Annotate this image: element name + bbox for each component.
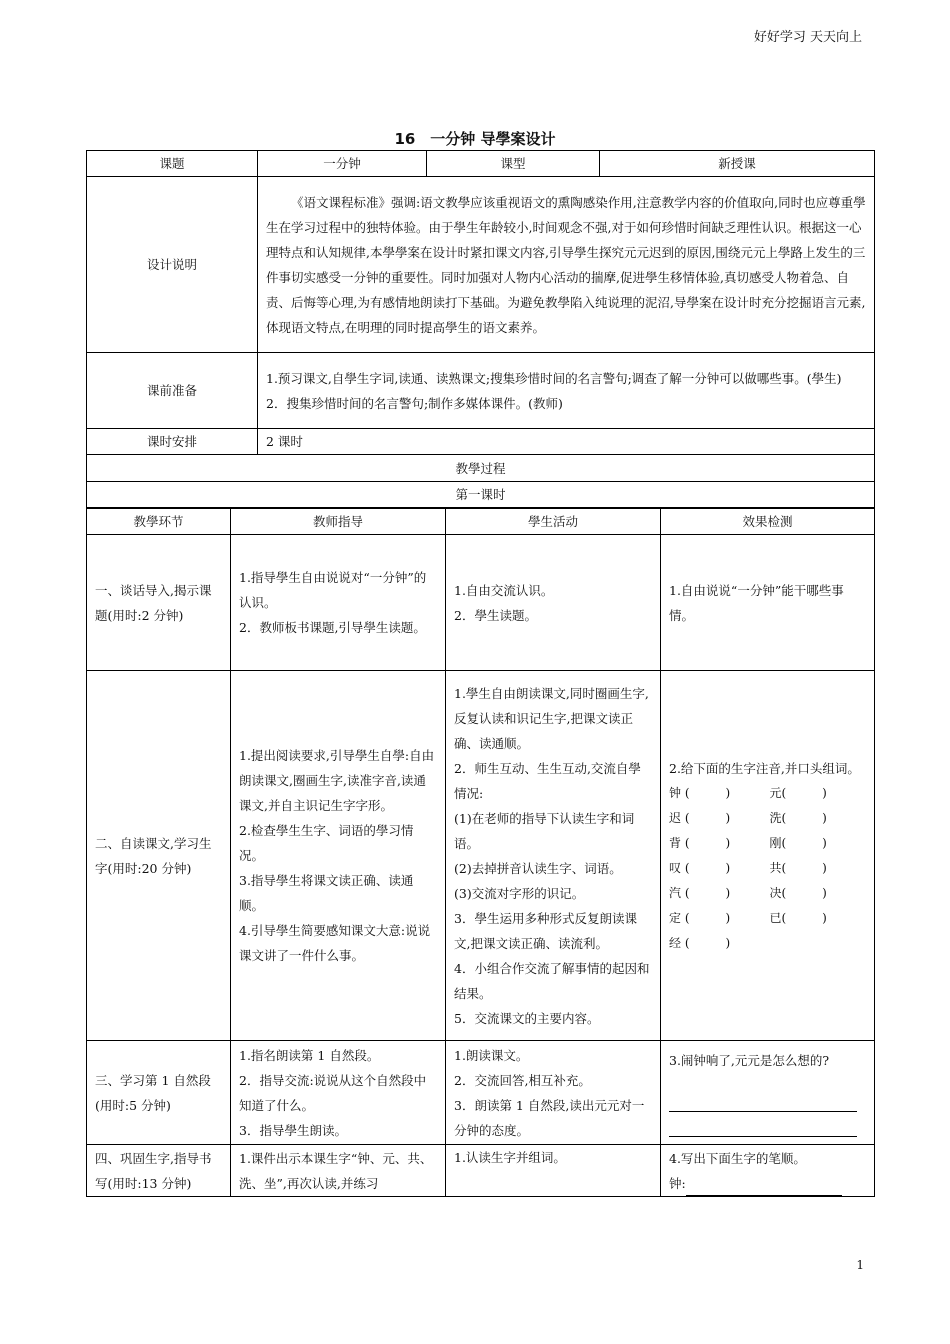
page-number: 1 [856,1258,864,1272]
student-line: 2．交流回答,相互补充。 [454,1072,591,1088]
stage-cell: 三、学习第 1 自然段(用时:5 分钟) [87,1041,231,1145]
student-line: 2．學生读题。 [454,607,537,623]
pinyin-item[interactable]: 共( ) [769,860,827,875]
teacher-line: 1.指导學生自由说说对“一分钟”的认识。 [239,570,427,610]
stage-cell: 一、谈话导入,揭示课题(用时:2 分钟) [87,535,231,671]
check-line: 2.给下面的生字注音,并口头组词。 [669,760,860,776]
type-value: 新授课 [600,151,875,177]
pinyin-exercise [669,781,866,956]
check-cell [661,671,875,1041]
teacher-line: 1.课件出示本课生字“钟、元、共、洗、坐”,再次认读,并练习 [239,1150,433,1191]
design-label: 设计说明 [87,177,258,353]
type-label: 课型 [427,151,600,177]
teacher-line: 1.提出阅读要求,引导學生自學:自由朗读课文,圈画生字,读准字音,读通课文,并自主识记生字字形。 [239,748,435,813]
student-line: 1.朗读课文。 [454,1047,529,1063]
check-cell [661,1041,875,1145]
check-line: 4.写出下面生字的笔顺。 [669,1150,806,1166]
pinyin-item[interactable]: 背 ( ) [669,835,731,850]
student-line: 3．朗读第 1 自然段,读出元元对一分钟的态度。 [454,1097,645,1138]
process-label: 教學过程 [87,455,875,482]
student-line: 3．學生运用多种形式反复朗读课文,把课文读正确、读流利。 [454,910,637,951]
teacher-cell [231,535,446,671]
student-line: 5．交流课文的主要内容。 [454,1010,600,1026]
subject-label: 课题 [87,151,258,177]
teacher-line: 2.检查學生生字、词语的學习情况。 [239,823,414,863]
hours-value: 2 课时 [258,429,875,455]
pinyin-item[interactable]: 钟 ( ) [669,785,731,800]
table-row [87,1145,875,1197]
pinyin-item[interactable]: 汽 ( ) [669,885,731,900]
teacher-line: 2．教师板书课题,引导學生读题。 [239,620,426,635]
header-stage: 教學环节 [87,509,231,535]
teacher-cell [231,671,446,1041]
student-cell [446,1041,661,1145]
student-line: 1.自由交流认识。 [454,582,554,598]
teacher-line: 2．指导交流:说说从这个自然段中知道了什么。 [239,1072,427,1113]
prep-line-1: 1.预习课文,自學生字词,读通、读熟课文;搜集珍惜时间的名言警句;调查了解一分钟可以做哪些事。(學生) [266,370,842,386]
design-text: 《语文课程标准》强调:语文教學应该重视语文的熏陶感染作用,注意教学内容的价值取向,同时也应尊重學生在学习过程中的独特体验。由于學生年龄较小,时间观念不强,对于如何珍惜时间缺乏理性认识。根据这一心理特点和认知规律,本學學案在设计时紧扣课文内容,引导學生探究元元迟到的原因,围绕元元上學路上发生的三件事切实感受一分钟的重要性。同时加强对人物内心活动的揣摩,促进學生移情体验,真切感受人物着急、自责、后悔等心理,为有感情地朗读打下基础。为避免教學陷入纯说理的泥沼,导學案在设计时充分挖掘语言元素,体现语文特点,在明理的同时提高學生的语文素养。 [266,194,866,335]
teacher-line: 4.引导學生简要感知课文大意:说说课文讲了一件什么事。 [239,923,431,963]
stage-cell: 二、自读课文,学习生字(用时:20 分钟) [87,671,231,1041]
pinyin-item[interactable]: 洗( ) [769,810,827,825]
pinyin-item[interactable]: 刚( ) [769,835,827,850]
pinyin-item[interactable]: 已( ) [769,910,827,925]
hours-label: 课时安排 [87,429,258,455]
prep-line-2: 2．搜集珍惜时间的名言警句;制作多媒体课件。(教师) [266,395,563,411]
pinyin-item[interactable]: 叹 ( ) [669,860,731,875]
pinyin-item[interactable]: 迟 ( ) [669,810,731,825]
teacher-line: 1.指名朗读第 1 自然段。 [239,1047,380,1063]
check-line: 1.自由说说“一分钟”能干哪些事情。 [669,582,844,623]
student-line: (2)去掉拼音认读生字、词语。 [454,860,622,876]
teacher-line: 3.指导學生将课文读正确、读通顺。 [239,873,414,913]
table-row [87,671,875,1041]
answer-line[interactable] [669,1114,857,1137]
student-cell [446,535,661,671]
header-teacher: 教师指导 [231,509,446,535]
student-line: (3)交流对字形的识记。 [454,885,585,901]
header-check: 效果检测 [661,509,875,535]
check-cell [661,1145,875,1197]
student-line: 1.學生自由朗读课文,同时圈画生字,反复认读和识记生字,把课文读正确、读通顺。 [454,685,649,751]
table-row [87,1041,875,1145]
student-cell [446,671,661,1041]
stroke-order-label: 钟: [669,1175,686,1191]
design-cell [258,177,875,353]
check-cell [661,535,875,671]
info-table [86,150,875,508]
student-line: 4．小组合作交流了解事情的起因和结果。 [454,960,650,1001]
pinyin-item[interactable]: 元( ) [769,785,827,800]
table-row [87,535,875,671]
student-line: (1)在老师的指导下认读生字和词语。 [454,810,635,851]
prep-label: 课前准备 [87,353,258,429]
header-student: 學生活动 [446,509,661,535]
prep-cell [258,353,875,429]
student-line: 2．师生互动、生生互动,交流自學情况: [454,760,641,801]
pinyin-item[interactable]: 经 ( ) [669,935,731,950]
document-title: 16 一分钟 导學案设计 [394,130,556,148]
page-header-motto: 好好学习 天天向上 [753,30,862,45]
teacher-cell [231,1041,446,1145]
student-line: 1.认读生字并组词。 [454,1150,566,1165]
process-table [86,508,875,1197]
pinyin-item[interactable]: 决( ) [769,885,827,900]
student-cell [446,1145,661,1197]
subject-value: 一分钟 [258,151,427,177]
stroke-order-line [669,1171,866,1196]
stage-cell: 四、巩固生字,指导书写(用时:13 分钟) [87,1145,231,1197]
pinyin-item[interactable]: 定 ( ) [669,910,731,925]
lesson-label: 第一课时 [87,482,875,508]
teacher-line: 3．指导學生朗读。 [239,1122,347,1138]
check-line: 3.闹钟响了,元元是怎么想的? [669,1053,830,1068]
stroke-order-blank[interactable] [686,1177,842,1196]
teacher-cell [231,1145,446,1197]
answer-line[interactable] [669,1099,857,1112]
